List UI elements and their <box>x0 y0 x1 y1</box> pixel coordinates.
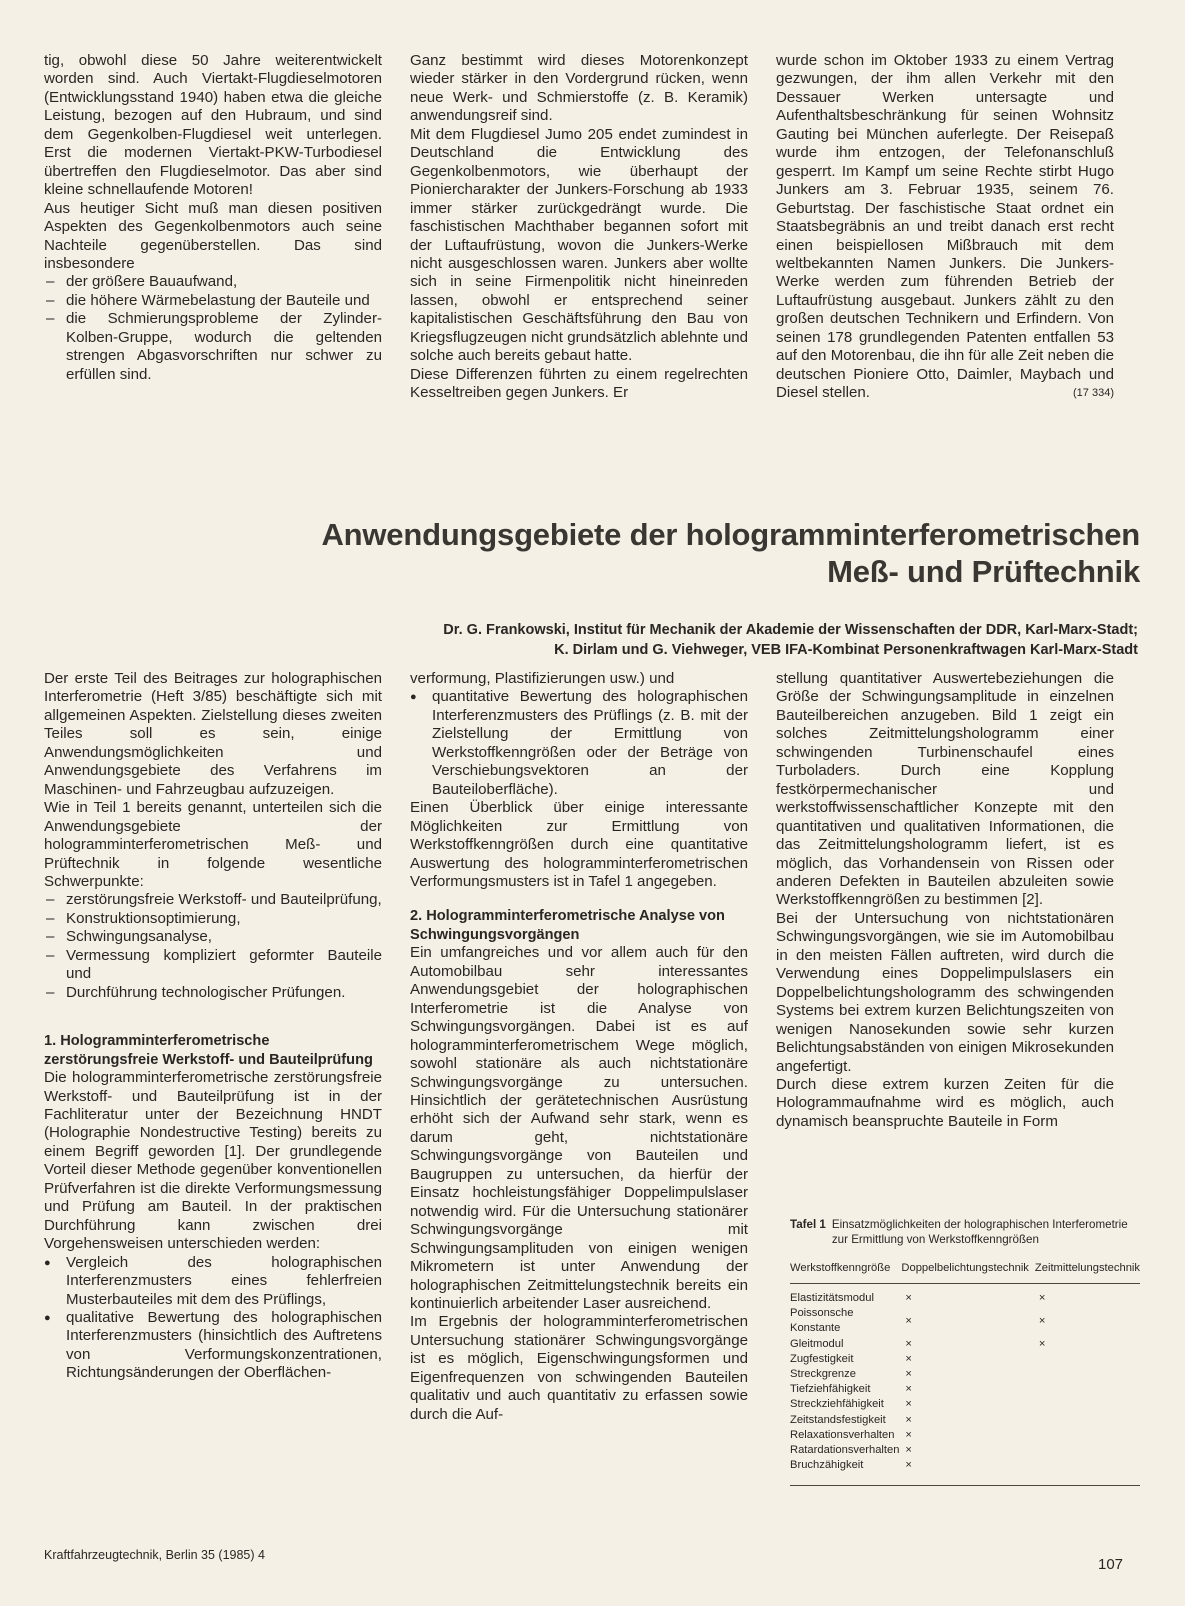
paragraph: Ein umfangreiches und vor allem auch für den Automobilbau sehr interessantes Anwendungsgebiet der holographischen Interferometrie ist die Analyse von Schwingungsvorgängen. Dabei ist es auf hologramminterferometrischem Wege möglich, sowohl stationäre als auch nichtstationäre Schwingungsvorgänge zu untersuchen. Hinsichtlich der gerätetechnischen Ausrüstung erhöht sich der Aufwand sehr stark, wenn es darum geht, nichtstationäre Schwingungsvorgänge von Bauteilen und Baugruppen zu untersuchen, da hierfür der Einsatz hochleistungsfähiger Doppelimpulslaser notwendig wird. Für die Untersuchung stationärer Schwingungsvorgänge mit Schwingungsamplituden von einigen wenigen Mikrometern ist unter Anwendung der holographischen Zeitmittelungstechnik bereits ein kontinuierlich arbeitender Laser ausreichend. <box>410 944 748 1312</box>
article-column-2 <box>410 670 748 1424</box>
property-name-cell: Relaxationsverhalten <box>790 1428 895 1441</box>
table-row <box>790 1367 1140 1382</box>
technique-mark-cell <box>1035 1413 1140 1428</box>
paragraph: Bei der Untersuchung von nichtstationären Schwingungsvorgängen, wie sie im Automobilbau in den meisten Fällen auftreten, wird durch die Verwendung eines Doppelimpulslasers ein Doppelbelichtungshologramm des schwingenden Systems bei extrem kurzen Belichtungszeiten von wenigen Nanosekunden sowie sehr kurzen Belichtungsabständen von einigen Mikrosekunden angefertigt. <box>776 909 1114 1075</box>
table-row <box>790 1306 1140 1336</box>
property-name-cell: Zugfestigkeit <box>790 1352 854 1365</box>
table-bottom-rule <box>790 1485 1140 1486</box>
list-item: – Vermessung kompliziert geformter Bauteile und <box>44 947 382 984</box>
table-row <box>790 1382 1140 1397</box>
paragraph: tig, obwohl diese 50 Jahre weiterentwickelt worden sind. Auch Viertakt-Flugdieselmotoren (Entwicklungsstand 1940) haben etwa die gleiche Leistung, bezogen auf den Hubraum, und sind dem Gegenkolben-Flugdiesel weit unterlegen. Erst die modernen Viertakt-PKW-Turbodiesel übertreffen den Flugdieselmotor. Das aber sind kleine schnellaufende Motoren! <box>44 52 382 199</box>
table-row <box>790 1428 1140 1443</box>
technique-mark-cell: × <box>905 1292 912 1304</box>
paragraph: stellung quantitativer Auswertebeziehungen die Größe der Schwingungsamplitude in einzelnen Bauteilbereichen anzugeben. Bild 1 zeigt ein solches Zeitmittelungshologramm einer schwingenden Turbinenschaufel eines Turboladers. Durch eine Kopplung festkörpermechanischer und werkstoffwissenschaftlicher Konzepte mit den quantitativen und qualitativen Informationen, die das Zeitmittelungshologramm liefert, ist es möglich, das Vorhandensein von Rissen oder anderen Defekten in Bauteilen abzuleiten sowie Werkstoffkenngrößen zu bestimmen [2]. <box>776 670 1114 909</box>
technique-mark-cell: × <box>1038 1314 1046 1327</box>
technique-mark-cell <box>1035 1367 1140 1382</box>
article-title <box>150 516 1140 590</box>
drawbacks-list <box>44 273 382 384</box>
table-row <box>790 1352 1140 1367</box>
property-name-cell: Streckziehfähigkeit <box>790 1398 884 1411</box>
paragraph: Aus heutiger Sicht muß man diesen positiven Aspekten des Gegenkolbenmotors auch seine Nachteile gegenüberstellen. Das sind insbesondere <box>44 199 382 272</box>
property-name-cell: Gleitmodul <box>790 1337 844 1350</box>
list-item: – die höhere Wärmebelastung der Bauteile und <box>44 292 382 310</box>
page-number: 107 <box>1098 1556 1124 1573</box>
author-line: K. Dirlam und G. Viehweger, VEB IFA-Kombinat Personenkraftwagen Karl-Marx-Stadt <box>554 642 1138 658</box>
approach-list-continued <box>410 688 748 799</box>
section-heading-2: 2. Hologramminterferometrische Analyse von Schwingungsvorgängen <box>410 908 725 943</box>
paragraph: Im Ergebnis der hologramminterferometrischen Untersuchung stationärer Schwingungsvorgänge ist es möglich, Eigenschwingungsformen und Eigenfrequenzen von schwingenden Bauteilen qualitativ und auch quantitativ zu erfassen sowie durch die Auf- <box>410 1313 748 1423</box>
table-header: Werkstoffkenngröße <box>790 1262 891 1274</box>
paragraph: Wie in Teil 1 bereits genannt, unterteilen sich die Anwendungsgebiete der hologramminterferometrischen Meß- und Prüftechnik in folgende wesentliche Schwerpunkte: <box>44 799 382 890</box>
list-item: – der größere Bauaufwand, <box>44 273 382 291</box>
technique-mark-cell: × <box>1038 1337 1046 1350</box>
property-name-cell: Poissonsche Konstante <box>790 1307 854 1335</box>
table-caption <box>790 1217 1140 1247</box>
technique-mark-cell: × <box>905 1413 912 1426</box>
article-authors <box>200 620 1138 660</box>
prev-article-column-2 <box>410 52 748 403</box>
technique-mark-cell <box>1035 1443 1140 1458</box>
technique-mark-cell <box>1035 1352 1140 1367</box>
table-body <box>790 1284 1140 1474</box>
table-row <box>790 1397 1140 1412</box>
table-caption-text: Einsatzmöglichkeiten der holographischen Interferometrie zur Ermittlung von Werkstoffkenngrößen <box>831 1218 1128 1246</box>
paragraph-text: wurde schon im Oktober 1933 zu einem Vertrag gezwungen, der ihm allen Verkehr mit den Dessauer Werken untersagte und Aufenthaltsbeschränkung für seinen Wohnsitz Gauting bei München auferlegte. Der Reisepaß wurde ihm entzogen, der Telefonanschluß gesperrt. Im Kampf um seine Rechte stirbt Hugo Junkers am 3. Februar 1935, seinem 76. Geburtstag. Der faschistische Staat ordnet ein Staatsbegräbnis an und treibt danach erst recht einen beispiellosen Mißbrauch mit dem weltbekannten Namen Junkers. Die Junkers-Werke werden zum führenden Betrieb der Luftaufrüstung ausgebaut. Junkers zählt zu den großen deutschen Technikern und Erfindern. Von seinen 178 grundlegenden Patenten entfallen 53 auf den Motorenbau, die ihn für alle Zeit neben die deutschen Pioniere Otto, Daimler, Maybach und Diesel stellen. <box>776 52 1114 402</box>
table-row <box>790 1443 1140 1458</box>
list-item: – die Schmierungsprobleme der Zylinder-Kolben-Gruppe, wodurch die geltenden strengen Abgasvorschriften nur schwer zu erfüllen sind. <box>44 310 382 384</box>
property-name-cell: Streckgrenze <box>790 1368 856 1381</box>
paragraph: Diese Differenzen führten zu einem regelrechten Kesseltreiben gegen Junkers. Er <box>410 365 748 402</box>
table-header-row <box>790 1261 1140 1284</box>
technique-mark-cell <box>1035 1458 1140 1473</box>
list-item: ● Vergleich des holographischen Interferenzmusters eines fehlerfreien Musterbauteiles mit dem des Prüflings, <box>44 1254 382 1309</box>
technique-mark-cell: × <box>905 1444 912 1457</box>
technique-mark-cell: × <box>1038 1292 1046 1304</box>
paragraph: Einen Überblick über einige interessante Möglichkeiten zur Ermittlung von Werkstoffkenngrößen durch eine quantitative Auswertung des hologramminterferometrischen Verformungsmusters ist in Tafel 1 angegeben. <box>410 799 748 890</box>
table-header: Zeitmittelungstechnik <box>1034 1262 1140 1274</box>
material-properties-table <box>790 1261 1140 1473</box>
table-label: Tafel 1 <box>790 1218 826 1231</box>
technique-mark-cell: × <box>905 1368 912 1381</box>
list-item: ● qualitative Bewertung des holographischen Interferenzmusters (hinsichtlich des Auftretens von Verformungskonzentrationen, Richtungsänderungen der Oberflächen- <box>44 1309 382 1383</box>
article-reference-number: (17 334) <box>1073 387 1114 400</box>
list-item: – zerstörungsfreie Werkstoff- und Bauteilprüfung, <box>44 891 382 909</box>
list-item: – Schwingungsanalyse, <box>44 928 382 946</box>
focus-areas-list <box>44 891 382 1002</box>
list-item: – Durchführung technologischer Prüfungen. <box>44 984 382 1002</box>
property-name-cell: Elastizitätsmodul <box>790 1292 874 1304</box>
technique-mark-cell: × <box>905 1459 912 1472</box>
table-row <box>790 1337 1140 1352</box>
paragraph: verformung, Plastifizierungen usw.) und <box>410 670 675 687</box>
technique-mark-cell: × <box>905 1352 912 1365</box>
prev-article-column-3 <box>776 52 1114 403</box>
table-header: Doppelbelichtungstechnik <box>901 1262 1029 1274</box>
section-heading-1: 1. Hologramminterferometrische zerstörungsfreie Werkstoff- und Bauteilprüfung <box>44 1033 373 1068</box>
technique-mark-cell: × <box>905 1314 912 1327</box>
paragraph <box>776 52 1114 403</box>
technique-mark-cell: × <box>905 1398 912 1411</box>
paragraph: Die hologramminterferometrische zerstörungsfreie Werkstoff- und Bauteilprüfung ist in der Fachliteratur unter der Bezeichnung HNDT (Holographie Nondestructive Testing) bereits zu einem Begriff geworden [1]. Der grundlegende Vorteil dieser Methode gegenüber konventionellen Prüfverfahren ist die direkte Verformungsmessung und Prüfung am Bauteil. In der praktischen Durchführung kann zwischen drei Vorgehensweisen unterschieden werden: <box>44 1069 382 1253</box>
list-item: – Konstruktionsoptimierung, <box>44 910 382 928</box>
property-name-cell: Bruchzähigkeit <box>790 1459 864 1472</box>
table-row <box>790 1284 1140 1307</box>
article-column-1 <box>44 670 382 1383</box>
technique-mark-cell <box>1035 1428 1140 1443</box>
table-row <box>790 1458 1140 1473</box>
table-row <box>790 1413 1140 1428</box>
list-item: ● quantitative Bewertung des holographischen Interferenzmusters des Prüflings (z. B. mit der Zielstellung der Ermittlung von Werkstoffkenngrößen oder der Beträge von Verschiebungsvektoren an der Bauteiloberfläche). <box>410 688 748 799</box>
paragraph: Mit dem Flugdiesel Jumo 205 endet zumindest in Deutschland die Entwicklung des Gegenkolbenmotors, wie überhaupt der Pioniercharakter der Junkers-Forschung ab 1933 immer stärker zurückgedrängt wurde. Die faschistischen Machthaber begannen sofort mit der Luftaufrüstung, wovon die Junkers-Werke nicht ausgeschlossen waren. Junkers aber wollte sich in seine Firmenpolitik nicht hineinreden lassen, obwohl er entsprechend seiner kapitalistischen Geschäftsführung den Bau von Kriegsflugzeugen nicht grundsätzlich ablehnte und solche auch bereits gebaut hatte. <box>410 125 748 365</box>
technique-mark-cell: × <box>905 1383 912 1396</box>
property-name-cell: Zeitstandsfestigkeit <box>790 1413 886 1426</box>
paragraph: Ganz bestimmt wird dieses Motorenkonzept wieder stärker in den Vordergrund rücken, wenn neue Werk- und Schmierstoffe (z. B. Keramik) anwendungsreif sind. <box>410 52 748 125</box>
paragraph: Durch diese extrem kurzen Zeiten für die Hologrammaufnahme wird es möglich, auch dynamisch beanspruchte Bauteile in Form <box>776 1075 1114 1130</box>
technique-mark-cell: × <box>905 1337 912 1350</box>
title-line: Meß- und Prüftechnik <box>827 554 1140 589</box>
property-name-cell: Tiefziehfähigkeit <box>790 1383 871 1396</box>
table-1 <box>790 1217 1140 1486</box>
technique-mark-cell <box>1035 1397 1140 1412</box>
title-line: Anwendungsgebiete der hologramminterferometrischen <box>321 517 1140 552</box>
author-line: Dr. G. Frankowski, Institut für Mechanik der Akademie der Wissenschaften der DDR, Karl-Marx-Stadt; <box>443 622 1138 638</box>
journal-source: Kraftfahrzeugtechnik, Berlin 35 (1985) 4 <box>44 1548 265 1562</box>
technique-mark-cell <box>1035 1382 1140 1397</box>
article-column-3 <box>776 670 1114 1131</box>
approach-list <box>44 1254 382 1383</box>
technique-mark-cell: × <box>905 1428 912 1441</box>
property-name-cell: Ratardationsverhalten <box>790 1444 900 1457</box>
prev-article-column-1 <box>44 52 382 384</box>
paragraph: Der erste Teil des Beitrages zur holographischen Interferometrie (Heft 3/85) beschäftigte sich mit allgemeinen Aspekten. Zielstellung dieses zweiten Teiles soll es sein, einige Anwendungsmöglichkeiten und Anwendungsgebiete des Verfahrens im Maschinen- und Fahrzeugbau aufzuzeigen. <box>44 670 382 798</box>
